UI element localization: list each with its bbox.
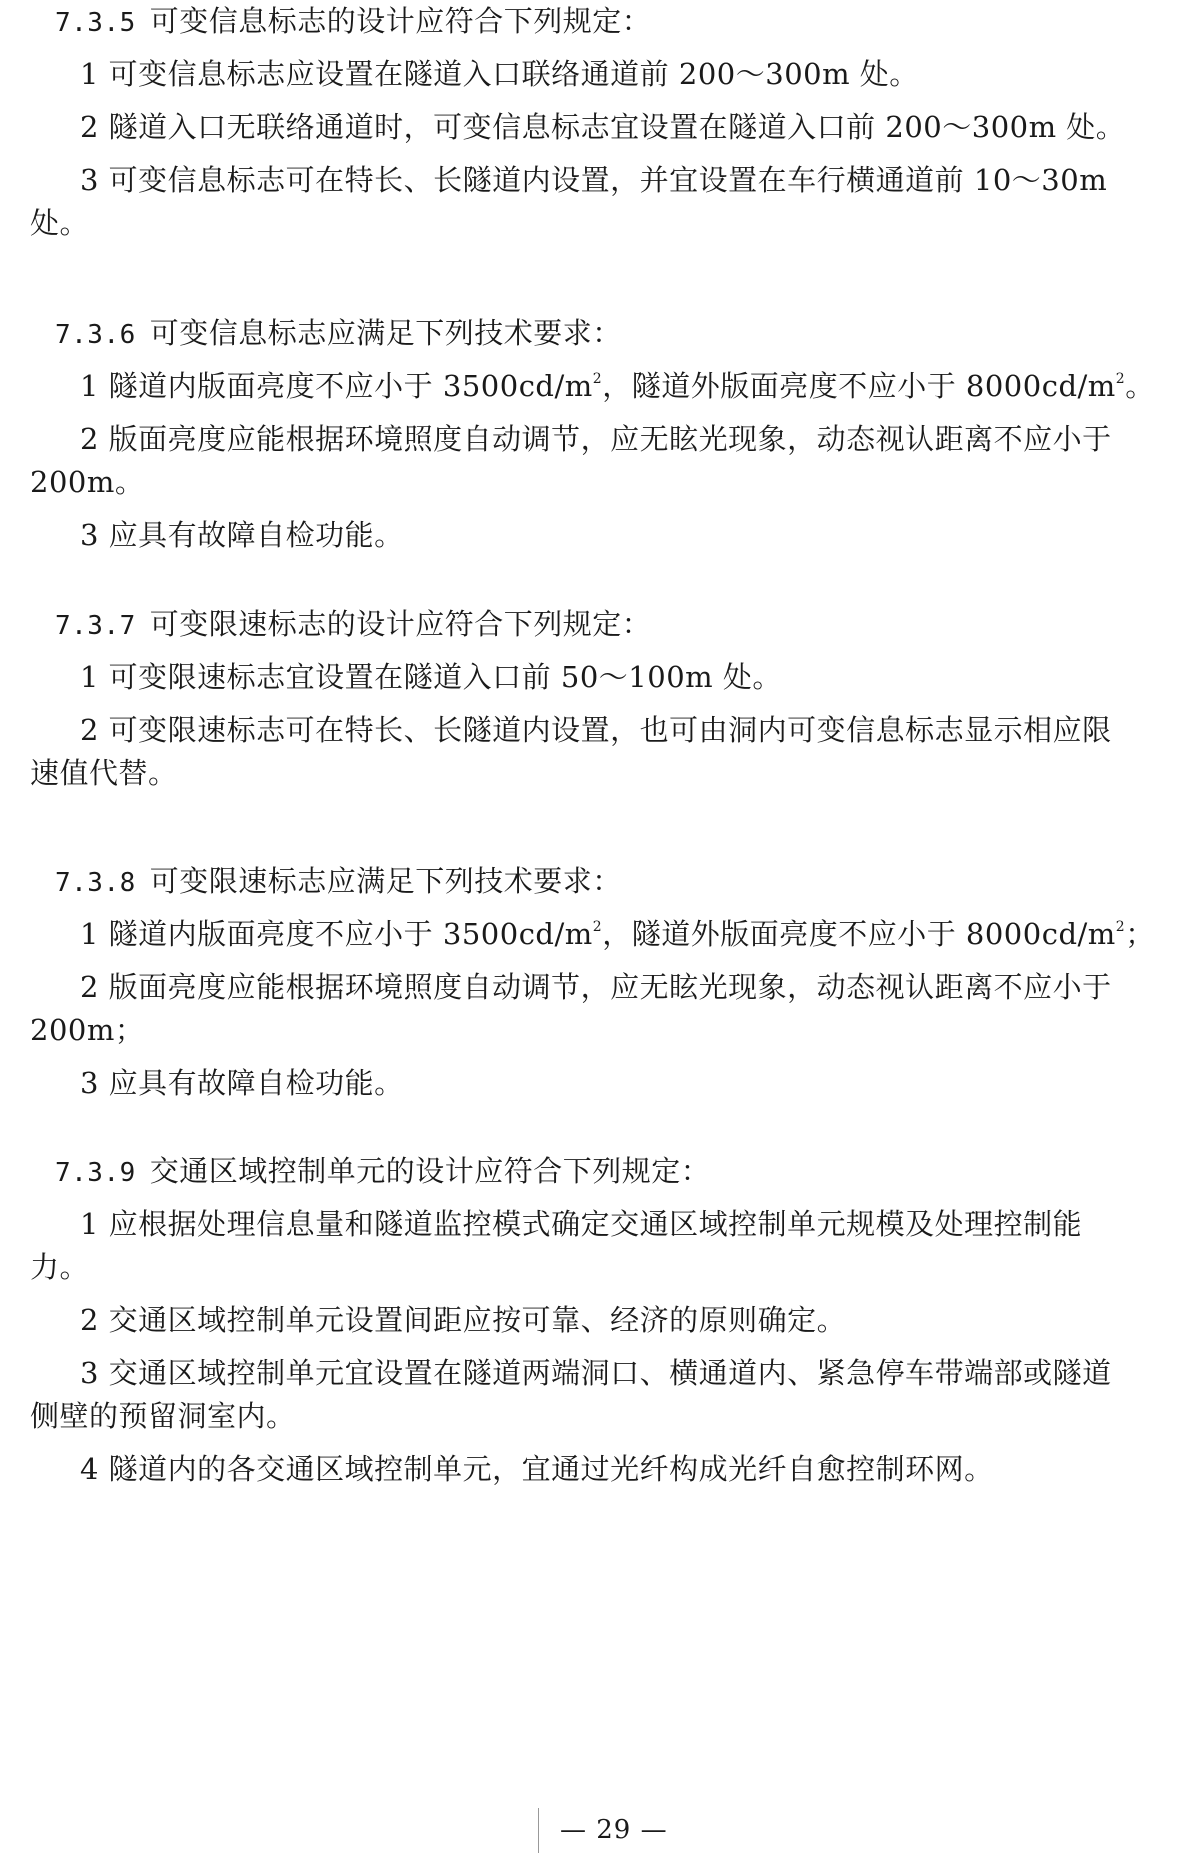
clause-text: 。 [1125, 369, 1155, 403]
superscript: 2 [1115, 919, 1126, 935]
page-number: — 29 — [560, 1815, 668, 1845]
section-title: 可变限速标志的设计应符合下列规定： [149, 607, 652, 641]
section-number: 7.3.5 [55, 8, 136, 38]
page-footer [0, 1808, 1200, 1858]
superscript: 2 [1115, 371, 1126, 387]
clause-item-continuation: 处。 [30, 206, 90, 240]
clause-item: 2 版面亮度应能根据环境照度自动调节，应无眩光现象，动态视认距离不应小于 [80, 970, 1112, 1004]
section-number: 7.3.7 [55, 611, 136, 641]
section-heading-7-3-9 [55, 1152, 710, 1192]
section-number: 7.3.9 [55, 1158, 136, 1188]
section-number: 7.3.6 [55, 320, 136, 350]
clause-item: 3 可变信息标志可在特长、长隧道内设置，并宜设置在车行横通道前 10～30m [80, 163, 1108, 197]
clause-item: 2 可变限速标志可在特长、长隧道内设置，也可由洞内可变信息标志显示相应限 [80, 713, 1112, 747]
clause-item: 4 隧道内的各交通区域控制单元，宜通过光纤构成光纤自愈控制环网。 [80, 1452, 994, 1486]
superscript: 2 [592, 919, 603, 935]
clause-item-continuation: 力。 [30, 1250, 90, 1284]
clause-item-continuation: 侧壁的预留洞室内。 [30, 1399, 296, 1433]
clause-text: ； [1125, 917, 1155, 951]
section-title: 可变信息标志的设计应符合下列规定： [149, 4, 652, 38]
clause-item [80, 367, 1155, 405]
clause-item: 3 应具有故障自检功能。 [80, 1066, 404, 1100]
section-title: 交通区域控制单元的设计应符合下列规定： [149, 1154, 711, 1188]
clause-item: 3 应具有故障自检功能。 [80, 518, 404, 552]
section-number: 7.3.8 [55, 868, 136, 898]
clause-text: ，隧道外版面亮度不应小于 8000cd/m [602, 917, 1116, 951]
superscript: 2 [592, 371, 603, 387]
clause-item: 3 交通区域控制单元宜设置在隧道两端洞口、横通道内、紧急停车带端部或隧道 [80, 1356, 1112, 1390]
clause-item: 2 交通区域控制单元设置间距应按可靠、经济的原则确定。 [80, 1303, 847, 1337]
section-title: 可变限速标志应满足下列技术要求： [149, 864, 622, 898]
section-heading-7-3-5 [55, 2, 651, 42]
footer-divider [538, 1808, 539, 1853]
clause-item-continuation: 200m； [30, 1013, 145, 1047]
clause-text: 1 隧道内版面亮度不应小于 3500cd/m [80, 369, 593, 403]
clause-item: 2 版面亮度应能根据环境照度自动调节，应无眩光现象，动态视认距离不应小于 [80, 422, 1112, 456]
section-heading-7-3-8 [55, 862, 622, 902]
clause-item: 2 隧道入口无联络通道时，可变信息标志宜设置在隧道入口前 200～300m 处。 [80, 110, 1126, 144]
clause-item-continuation: 200m。 [30, 465, 145, 499]
section-title: 可变信息标志应满足下列技术要求： [149, 316, 622, 350]
clause-item: 1 可变信息标志应设置在隧道入口联络通道前 200～300m 处。 [80, 57, 919, 91]
clause-item: 1 可变限速标志宜设置在隧道入口前 50～100m 处。 [80, 660, 782, 694]
section-heading-7-3-6 [55, 314, 622, 354]
clause-item-continuation: 速值代替。 [30, 756, 178, 790]
clause-item: 1 应根据处理信息量和隧道监控模式确定交通区域控制单元规模及处理控制能 [80, 1207, 1083, 1241]
clause-text: 1 隧道内版面亮度不应小于 3500cd/m [80, 917, 593, 951]
clause-item [80, 915, 1155, 953]
section-heading-7-3-7 [55, 605, 651, 645]
clause-text: ，隧道外版面亮度不应小于 8000cd/m [602, 369, 1116, 403]
